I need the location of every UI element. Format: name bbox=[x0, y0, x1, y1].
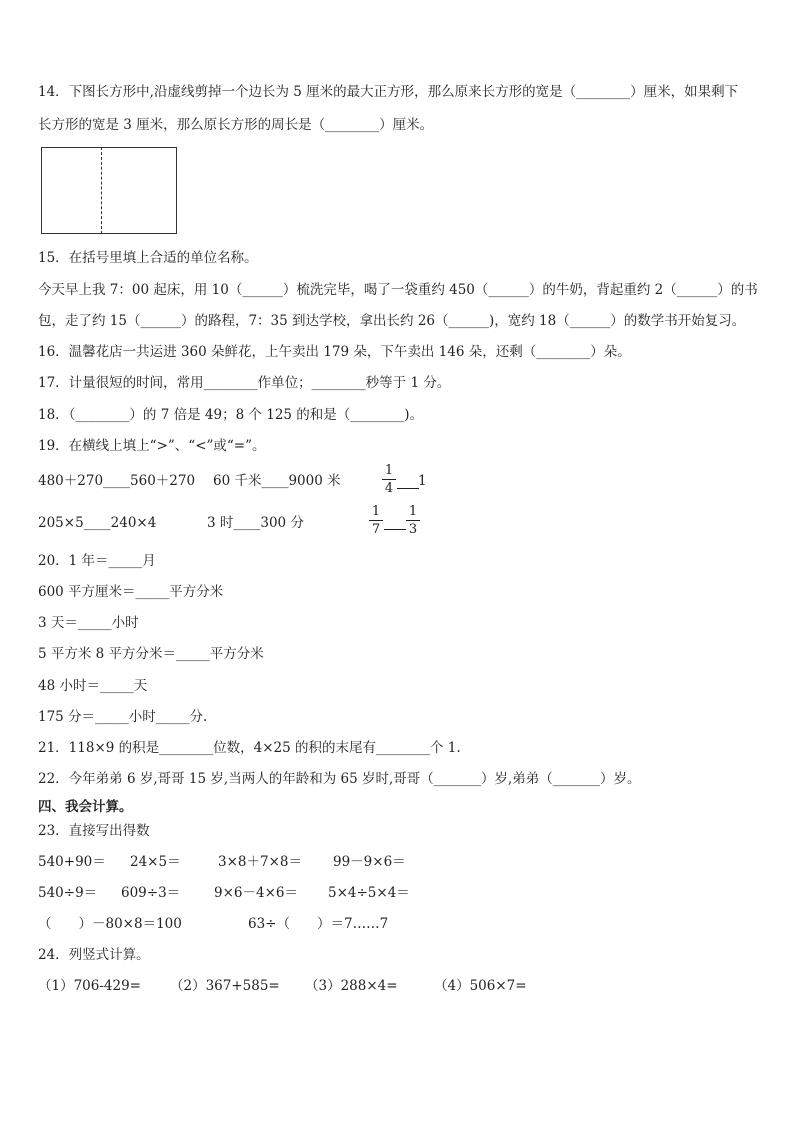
calc-item: 540÷9＝ bbox=[38, 885, 98, 901]
q23-title: 23．直接写出得数 bbox=[38, 823, 150, 839]
q19-r1c1: 480＋270____560＋270 bbox=[38, 473, 196, 489]
q24-title: 24．列竖式计算。 bbox=[38, 947, 150, 963]
fraction-denominator: 7 bbox=[371, 522, 381, 537]
q17: 17．计量很短的时间，常用________作单位；________秒等于 1 分。 bbox=[38, 375, 451, 391]
fraction-denominator: 4 bbox=[384, 481, 394, 496]
vertical-calc-item: （3）288×4= bbox=[305, 978, 398, 994]
q19-r2-blank bbox=[384, 529, 406, 530]
q19-r2c2: 3 时____300 分 bbox=[207, 515, 304, 531]
q19-r2-fraction-left bbox=[369, 504, 383, 537]
q20-line6: 175 分＝_____小时_____分. bbox=[38, 709, 208, 725]
q20-line2: 600 平方厘米＝_____平方分米 bbox=[38, 584, 224, 600]
calc-item: 9×6－4×6＝ bbox=[214, 885, 298, 901]
q19-r1-blank bbox=[397, 488, 419, 489]
q14-line2: 长方形的宽是 3 厘米，那么原长方形的周长是（________）厘米。 bbox=[38, 117, 434, 133]
calc-item: 24×5＝ bbox=[130, 854, 181, 870]
calc-item: 5×4÷5×4＝ bbox=[328, 885, 410, 901]
rectangle-diagram bbox=[41, 147, 177, 234]
section-4-heading: 四、我会计算。 bbox=[38, 799, 133, 815]
q19-r1-tail: 1 bbox=[418, 473, 427, 489]
dashed-cut-line bbox=[101, 147, 102, 234]
q16: 16．温馨花店一共运进 360 朵鲜花，上午卖出 179 朵，下午卖出 146 朵，还剩（________）朵。 bbox=[38, 344, 631, 360]
q20-line1: 20．1 年＝_____月 bbox=[38, 553, 156, 569]
fraction-numerator: 1 bbox=[384, 463, 394, 478]
q19-r2c1: 205×5____240×4 bbox=[38, 515, 157, 531]
calc-item: （ ）－80×8＝100 bbox=[38, 916, 182, 932]
calc-item: 63÷（ ）＝7……7 bbox=[248, 916, 389, 932]
calc-item: 540+90＝ bbox=[38, 854, 106, 870]
calc-item: 609÷3＝ bbox=[121, 885, 181, 901]
vertical-calc-item: （4）506×7= bbox=[434, 978, 527, 994]
q19-r1c2: 60 千米____9000 米 bbox=[213, 473, 341, 489]
q19-r2-fraction-right bbox=[406, 504, 420, 537]
fraction-numerator: 1 bbox=[408, 504, 418, 519]
q19-r1-fraction bbox=[382, 463, 396, 496]
q15-line2: 包，走了约 15（______）的路程，7：35 到达学校，拿出长约 26（______)，宽约 18（______）的数学书开始复习。 bbox=[38, 313, 746, 329]
fraction-numerator: 1 bbox=[371, 504, 381, 519]
q22: 22．今年弟弟 6 岁,哥哥 15 岁,当两人的年龄和为 65 岁时,哥哥（_______）岁,弟弟（_______）岁。 bbox=[38, 771, 641, 787]
vertical-calc-item: （1）706-429= bbox=[38, 978, 141, 994]
calc-item: 99－9×6＝ bbox=[333, 854, 406, 870]
q15-title: 15．在括号里填上合适的单位名称。 bbox=[38, 250, 258, 266]
calc-item: 3×8＋7×8＝ bbox=[218, 854, 302, 870]
q21: 21．118×9 的积是________位数，4×25 的积的末尾有________个 1. bbox=[38, 740, 461, 756]
q20-line4: 5 平方米 8 平方分米＝_____平方分米 bbox=[38, 646, 264, 662]
vertical-calc-item: （2）367+585= bbox=[170, 978, 280, 994]
fraction-denominator: 3 bbox=[408, 522, 418, 537]
q20-line3: 3 天＝_____小时 bbox=[38, 615, 139, 631]
q19-title: 19．在横线上填上“>”、“<”或“=”。 bbox=[38, 438, 266, 454]
q18: 18．（________）的 7 倍是 49；8 个 125 的和是（________)。 bbox=[38, 407, 424, 423]
q15-line1: 今天早上我 7：00 起床，用 10（______）梳洗完毕，喝了一袋重约 450（______）的牛奶，背起重约 2（______）的书 bbox=[38, 282, 758, 298]
q20-line5: 48 小时＝_____天 bbox=[38, 678, 148, 694]
q14-line1: 14．下图长方形中,沿虚线剪掉一个边长为 5 厘米的最大正方形，那么原来长方形的宽是（________）厘米，如果剩下 bbox=[38, 84, 739, 100]
